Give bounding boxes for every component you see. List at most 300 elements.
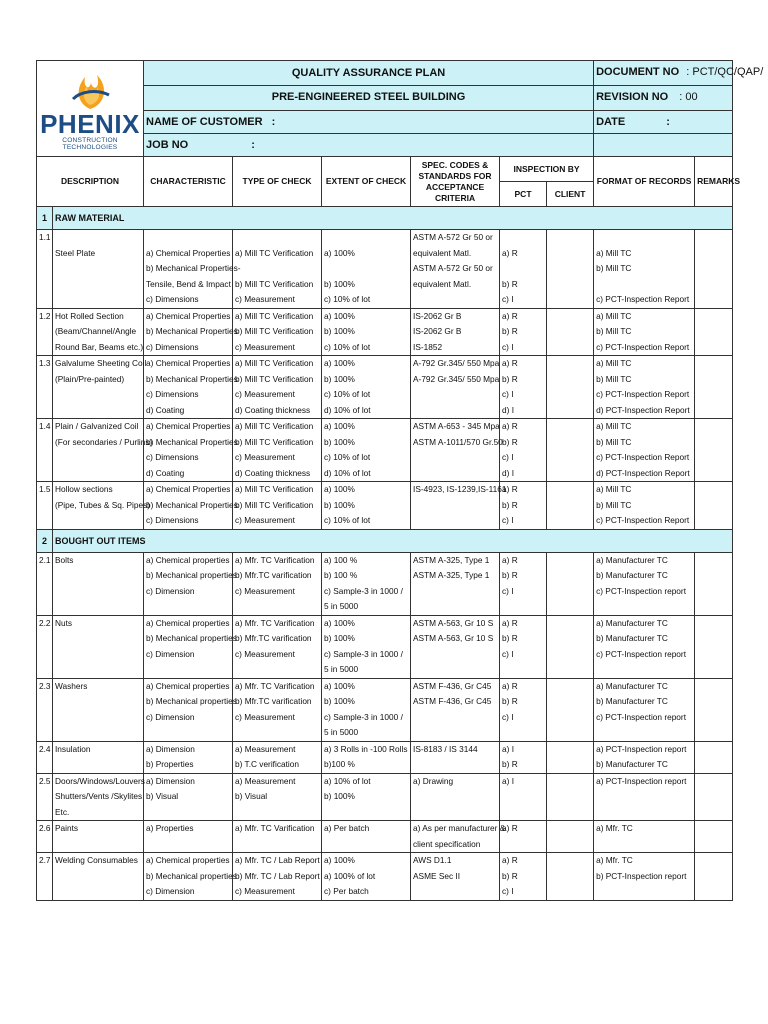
cell-line: 5 in 5000 <box>324 601 359 611</box>
cell-line: a) Mill TC <box>596 421 632 431</box>
cell-line: ASTM A-325, Type 1 <box>413 570 490 580</box>
row-description <box>53 678 144 741</box>
section-number: 1 <box>37 207 53 230</box>
cell-line: Doors/Windows/Louvers <box>55 775 145 786</box>
cell-line: b) 100 % <box>324 570 358 580</box>
cell-line: d) Coating <box>146 404 185 415</box>
cell-line <box>55 884 141 900</box>
cell-line <box>55 694 141 710</box>
cell-line: a) Mfr. TC Varification <box>235 554 315 565</box>
cell-line <box>596 837 692 853</box>
table-row <box>37 615 733 678</box>
cell-line: client specification <box>413 838 481 849</box>
customer-field: NAME OF CUSTOMER : <box>144 111 594 134</box>
row-spec <box>411 853 500 901</box>
row-client <box>547 308 594 356</box>
cell-line: b) Mill TC <box>596 326 632 336</box>
cell-line <box>502 599 544 615</box>
row-description <box>53 356 147 419</box>
row-spec <box>411 308 500 356</box>
date-value: : <box>666 116 670 128</box>
row-extent-of-check <box>322 615 411 678</box>
row-characteristic <box>144 230 241 309</box>
cell-line: ASTM A-563, Gr 10 S <box>413 633 494 643</box>
cell-line: b) R <box>502 278 518 289</box>
row-client <box>547 230 594 309</box>
cell-line <box>413 647 497 663</box>
cell-line <box>55 292 141 308</box>
cell-line: a) 3 Rolls in -100 Rolls <box>324 743 408 754</box>
cell-line: a) Manufacturer TC <box>596 554 668 565</box>
cell-line: c) I <box>502 341 514 352</box>
cell-line: c) I <box>502 711 514 722</box>
qap-table <box>36 60 764 901</box>
row-client <box>547 552 594 615</box>
row-description <box>53 741 144 773</box>
cell-line <box>413 513 497 529</box>
cell-line: c) I <box>502 585 514 596</box>
cell-line: a) Mill TC <box>596 310 632 321</box>
row-characteristic <box>144 615 237 678</box>
row-number: 2.4 <box>37 741 53 773</box>
row-type-of-check <box>233 773 322 821</box>
cell-line <box>413 498 497 514</box>
cell-line <box>596 805 692 821</box>
cell-line: ASTM A-325, Type 1 <box>413 554 490 565</box>
section-title: BOUGHT OUT ITEMS <box>53 529 733 552</box>
cell-line: Insulation <box>55 743 91 754</box>
cell-line: a) Chemical Properties <box>146 310 231 321</box>
cell-line: Welding Consumables <box>55 855 138 865</box>
row-spec <box>411 230 500 309</box>
row-remarks <box>695 356 733 419</box>
col-remarks: REMARKS <box>695 157 733 207</box>
cell-line: c) Dimension <box>146 585 195 596</box>
cell-line: c) I <box>502 294 514 304</box>
cell-line: (Pipe, Tubes & Sq. Pipes) <box>55 499 151 510</box>
cell-line: c) Sample-3 in 1000 / <box>324 648 403 659</box>
row-number: 1.3 <box>37 356 53 419</box>
cell-line <box>596 277 692 293</box>
logo-tagline: CONSTRUCTION TECHNOLOGIES <box>62 136 118 151</box>
table-row <box>37 356 733 419</box>
cell-line <box>235 837 319 853</box>
cell-line <box>55 757 141 773</box>
cell-line: a) Mfr. TC Varification <box>235 680 315 691</box>
cell-line: a) 100% <box>324 247 355 258</box>
cell-line: d) I <box>502 404 515 415</box>
cell-line: a) Measurement <box>235 775 296 786</box>
cell-line: b) 100% <box>324 696 355 706</box>
cell-line: b) 100% <box>324 278 355 289</box>
cell-line: c) PCT-Inspection Report <box>596 341 690 352</box>
row-spec <box>411 773 500 821</box>
cell-line: a) R <box>502 680 518 691</box>
row-number: 2.2 <box>37 615 53 678</box>
cell-line: b) Mill TC <box>596 499 632 510</box>
cell-line: a) 100% <box>324 310 355 321</box>
cell-line: a) Mfr. TC Varification <box>235 823 315 833</box>
cell-line <box>413 292 497 308</box>
cell-line: b) R <box>502 436 518 447</box>
cell-line <box>502 230 544 246</box>
cell-line <box>413 599 497 615</box>
cell-line: (Beam/Channel/Angle <box>55 326 137 336</box>
cell-line: Hollow sections <box>55 484 113 494</box>
cell-line <box>55 568 141 584</box>
cell-line: ASTM A-572 Gr 50 or <box>413 232 493 242</box>
cell-line: a) Mill TC Verification <box>235 484 314 494</box>
cell-line: a) 100% <box>324 421 355 431</box>
row-format-of-records <box>594 853 695 901</box>
row-description <box>53 552 144 615</box>
page-subtitle: PRE-ENGINEERED STEEL BUILDING <box>144 86 594 111</box>
cell-line: c) Measurement <box>235 452 295 462</box>
row-format-of-records <box>594 821 695 853</box>
cell-line: b) Mfr. TC / Lab Report <box>235 870 320 881</box>
cell-line <box>596 789 692 805</box>
cell-line: b) R <box>502 633 518 643</box>
row-number: 1.1 <box>37 230 53 309</box>
row-format-of-records <box>594 552 695 615</box>
cell-line: c) Dimensions <box>146 294 199 304</box>
document-no: DOCUMENT NO : PCT/QC/QAP/ <box>594 61 733 86</box>
cell-line <box>55 387 141 403</box>
table-row <box>37 230 733 309</box>
cell-line <box>55 584 141 600</box>
cell-line: a) R <box>502 484 518 494</box>
cell-line: a) Mill TC Verification <box>235 310 314 321</box>
cell-line: a) As per manufacturer & <box>413 823 506 833</box>
cell-line: a) Manufacturer TC <box>596 680 668 691</box>
cell-line: b) R <box>502 499 518 510</box>
cell-line: IS-4923, IS-1239,IS-1161 <box>413 484 507 494</box>
cell-line: a) Mill TC <box>596 358 632 368</box>
cell-line: d) 10% of lot <box>324 404 371 415</box>
cell-line <box>413 805 497 821</box>
date-field: DATE : <box>594 111 733 134</box>
cell-line: b) T.C verification <box>235 759 299 769</box>
cell-line: d) Coating thickness <box>235 467 311 478</box>
row-description <box>53 821 144 853</box>
cell-line: c) Measurement <box>235 711 295 722</box>
header-blank-cell <box>594 134 733 157</box>
row-spec <box>411 552 500 615</box>
cell-line: c) Sample-3 in 1000 / <box>324 711 403 722</box>
cell-line <box>55 513 141 529</box>
cell-line: a) Mill TC <box>596 247 632 258</box>
cell-line: c) I <box>502 389 514 399</box>
col-pct: PCT <box>500 182 547 207</box>
row-pct <box>500 356 547 419</box>
col-description: DESCRIPTION <box>37 157 144 207</box>
cell-line: b) Visual <box>235 791 268 801</box>
table-row <box>37 419 733 482</box>
cell-line: Plain / Galvanized Coil <box>55 421 139 431</box>
row-pct <box>500 419 547 482</box>
cell-line: a) Chemical Properties <box>146 247 231 258</box>
row-characteristic <box>144 552 237 615</box>
cell-line <box>413 757 497 773</box>
cell-line: b) Mill TC Verification <box>235 373 314 384</box>
row-client <box>547 773 594 821</box>
row-extent-of-check <box>322 482 411 530</box>
row-characteristic <box>144 773 233 821</box>
cell-line: a) R <box>502 247 518 258</box>
cell-line: Galvalume Sheeting Coil <box>55 358 147 368</box>
cell-line: c) Dimensions <box>146 389 199 399</box>
cell-line: a) 100% <box>324 358 355 368</box>
row-client <box>547 678 594 741</box>
cell-line: a) 10% of lot <box>324 775 371 786</box>
cell-line: a) Mill TC Verification <box>235 421 314 431</box>
cell-line <box>146 837 230 853</box>
row-remarks <box>695 821 733 853</box>
cell-line: b) 100% <box>324 499 355 510</box>
cell-line <box>55 631 141 647</box>
row-format-of-records <box>594 678 695 741</box>
row-type-of-check <box>233 615 322 678</box>
section-title: RAW MATERIAL <box>53 207 733 230</box>
cell-line: a) 100% of lot <box>324 870 376 881</box>
job-no-value: : <box>251 139 255 151</box>
cell-line: A-792 Gr.345/ 550 Mpa <box>413 373 500 384</box>
cell-line: b) Mfr.TC varification <box>235 570 312 580</box>
cell-line: b) Mill TC Verification <box>235 278 314 289</box>
cell-line: b) Mechanical Properties- <box>146 263 241 273</box>
cell-line <box>413 450 497 466</box>
row-number: 2.6 <box>37 821 53 853</box>
row-format-of-records <box>594 773 695 821</box>
row-characteristic <box>144 356 238 419</box>
page-title: QUALITY ASSURANCE PLAN <box>144 61 594 86</box>
cell-line: Round Bar, Beams etc.) <box>55 341 144 352</box>
row-client <box>547 821 594 853</box>
cell-line: a) Dimension <box>146 775 195 786</box>
cell-line: b) Mfr.TC varification <box>235 696 312 706</box>
cell-line: ASTM A-563, Gr 10 S <box>413 617 494 628</box>
cell-line <box>596 725 692 741</box>
cell-line: a) Manufacturer TC <box>596 617 668 628</box>
cell-line <box>235 230 319 246</box>
row-extent-of-check <box>322 741 411 773</box>
cell-line: c) Measurement <box>235 886 295 896</box>
row-client <box>547 741 594 773</box>
cell-line: a) 100 % <box>324 554 358 565</box>
qap-document <box>36 60 764 901</box>
revision-no: REVISION NO : 00 <box>594 86 733 111</box>
cell-line: a) Chemical Properties <box>146 358 231 368</box>
row-extent-of-check <box>322 419 411 482</box>
row-description <box>53 419 153 482</box>
row-format-of-records <box>594 230 695 309</box>
section-row <box>37 207 733 230</box>
row-type-of-check <box>233 552 322 615</box>
cell-line <box>235 725 319 741</box>
row-client <box>547 615 594 678</box>
cell-line <box>413 466 497 482</box>
row-description <box>53 853 144 901</box>
cell-line: b) R <box>502 870 518 881</box>
cell-line: b) 100% <box>324 791 355 801</box>
section-row <box>37 529 733 552</box>
cell-line: a) PCT-Inspection report <box>596 743 687 754</box>
cell-line: b)100 % <box>324 759 355 769</box>
cell-line: a) Mill TC Verification <box>235 358 314 368</box>
cell-line: a) 100% <box>324 484 355 494</box>
cell-line: a) R <box>502 617 518 628</box>
cell-line: a) Chemical properties <box>146 855 230 865</box>
cell-line: b) R <box>502 570 518 580</box>
cell-line <box>235 662 319 678</box>
cell-line: a) I <box>502 775 515 786</box>
table-row <box>37 552 733 615</box>
row-pct <box>500 308 547 356</box>
cell-line: IS-2062 Gr B <box>413 326 462 336</box>
row-remarks <box>695 419 733 482</box>
row-extent-of-check <box>322 308 411 356</box>
row-extent-of-check <box>322 552 411 615</box>
row-extent-of-check <box>322 678 411 741</box>
row-format-of-records <box>594 356 695 419</box>
cell-line: Etc. <box>55 806 70 817</box>
cell-line: d) 10% of lot <box>324 467 371 478</box>
row-spec <box>411 678 500 741</box>
cell-line <box>324 837 408 853</box>
col-characteristic: CHARACTERISTIC <box>144 157 233 207</box>
cell-line <box>146 725 230 741</box>
cell-line: b) Mill TC Verification <box>235 499 314 510</box>
cell-line: a) 100% <box>324 680 355 691</box>
col-inspection-by: INSPECTION BY <box>500 157 594 182</box>
cell-line: a) Chemical Properties <box>146 421 231 431</box>
cell-line: c) Sample-3 in 1000 / <box>324 585 403 596</box>
cell-line: a) R <box>502 855 518 865</box>
cell-line: b) Mill TC Verification <box>235 436 314 447</box>
cell-line: b) R <box>502 696 518 706</box>
cell-line: c) Measurement <box>235 515 295 525</box>
row-characteristic <box>144 678 237 741</box>
cell-line: b) Properties <box>146 759 194 769</box>
table-row <box>37 482 733 530</box>
cell-line <box>55 261 141 277</box>
cell-line: Bolts <box>55 554 74 565</box>
row-format-of-records <box>594 308 695 356</box>
cell-line: b) Mechanical Properties <box>146 373 238 384</box>
cell-line <box>324 805 408 821</box>
cell-line <box>235 261 319 277</box>
cell-line <box>55 230 141 246</box>
row-pct <box>500 552 547 615</box>
cell-line <box>55 277 141 293</box>
row-characteristic <box>144 482 238 530</box>
cell-line: d) PCT-Inspection Report <box>596 404 690 415</box>
cell-line: c) PCT-Inspection Report <box>596 389 690 399</box>
cell-line: d) Coating thickness <box>235 404 311 415</box>
col-type-of-check: TYPE OF CHECK <box>233 157 322 207</box>
row-format-of-records <box>594 419 695 482</box>
row-number: 2.7 <box>37 853 53 901</box>
cell-line: a) Mill TC Verification <box>235 247 314 258</box>
cell-line: a) Mfr. TC <box>596 823 633 833</box>
cell-line: b) Mechanical properties <box>146 870 237 881</box>
cell-line <box>55 599 141 615</box>
cell-line <box>413 403 497 419</box>
cell-line: a) R <box>502 358 518 368</box>
cell-line <box>596 662 692 678</box>
table-row <box>37 853 733 901</box>
cell-line <box>55 647 141 663</box>
row-description <box>53 482 151 530</box>
cell-line: d) I <box>502 467 515 478</box>
cell-line: b) Mechanical properties <box>146 633 237 643</box>
row-number: 1.5 <box>37 482 53 530</box>
row-type-of-check <box>233 741 322 773</box>
job-no-field: JOB NO : <box>144 134 594 157</box>
cell-line: Washers <box>55 680 88 691</box>
row-remarks <box>695 773 733 821</box>
cell-line <box>55 662 141 678</box>
table-row <box>37 741 733 773</box>
cell-line <box>235 805 319 821</box>
row-type-of-check <box>233 821 322 853</box>
cell-line: b) Mechanical Properties <box>146 499 238 510</box>
row-extent-of-check <box>322 853 411 901</box>
col-format-of-records: FORMAT OF RECORDS <box>594 157 695 207</box>
cell-line: ASTM F-436, Gr C45 <box>413 696 492 706</box>
cell-line: c) Dimensions <box>146 452 199 462</box>
cell-line: b) R <box>502 759 518 769</box>
cell-line: b) Visual <box>146 791 179 801</box>
row-number: 2.5 <box>37 773 53 821</box>
row-description <box>53 615 144 678</box>
cell-line: AWS D1.1 <box>413 855 452 865</box>
row-pct <box>500 821 547 853</box>
row-spec <box>411 482 507 530</box>
row-type-of-check <box>233 853 322 901</box>
cell-line: a) Drawing <box>413 775 454 786</box>
cell-line: a) I <box>502 743 515 754</box>
row-format-of-records <box>594 482 695 530</box>
cell-line: c) 10% of lot <box>324 389 371 399</box>
cell-line: (For secondaries / Purlins) <box>55 436 153 447</box>
col-spec-codes: SPEC. CODES & STANDARDS FOR ACCEPTANCE CRITERIA <box>411 157 500 207</box>
row-description <box>53 230 144 309</box>
cell-line: c) PCT-Inspection Report <box>596 515 690 525</box>
cell-line: Steel Plate <box>55 247 96 258</box>
cell-line: IS-2062 Gr B <box>413 310 462 321</box>
cell-line: b) PCT-Inspection report <box>596 870 687 881</box>
cell-line <box>596 230 692 246</box>
cell-line: a) Chemical Properties <box>146 484 231 494</box>
cell-line: b) Mechanical Properties <box>146 436 238 447</box>
row-client <box>547 419 594 482</box>
cell-line: c) Dimension <box>146 886 195 896</box>
row-extent-of-check <box>322 821 411 853</box>
cell-line: b) Manufacturer TC <box>596 759 668 769</box>
table-row <box>37 773 733 821</box>
cell-line: a) 100% <box>324 617 355 628</box>
cell-line <box>146 599 230 615</box>
row-pct <box>500 615 547 678</box>
cell-line: c) Dimensions <box>146 341 199 352</box>
row-client <box>547 853 594 901</box>
cell-line: a) Chemical properties <box>146 617 230 628</box>
cell-line: c) I <box>502 648 514 659</box>
cell-line <box>146 662 230 678</box>
cell-line: a) Dimension <box>146 743 195 754</box>
col-extent-of-check: EXTENT OF CHECK <box>322 157 411 207</box>
